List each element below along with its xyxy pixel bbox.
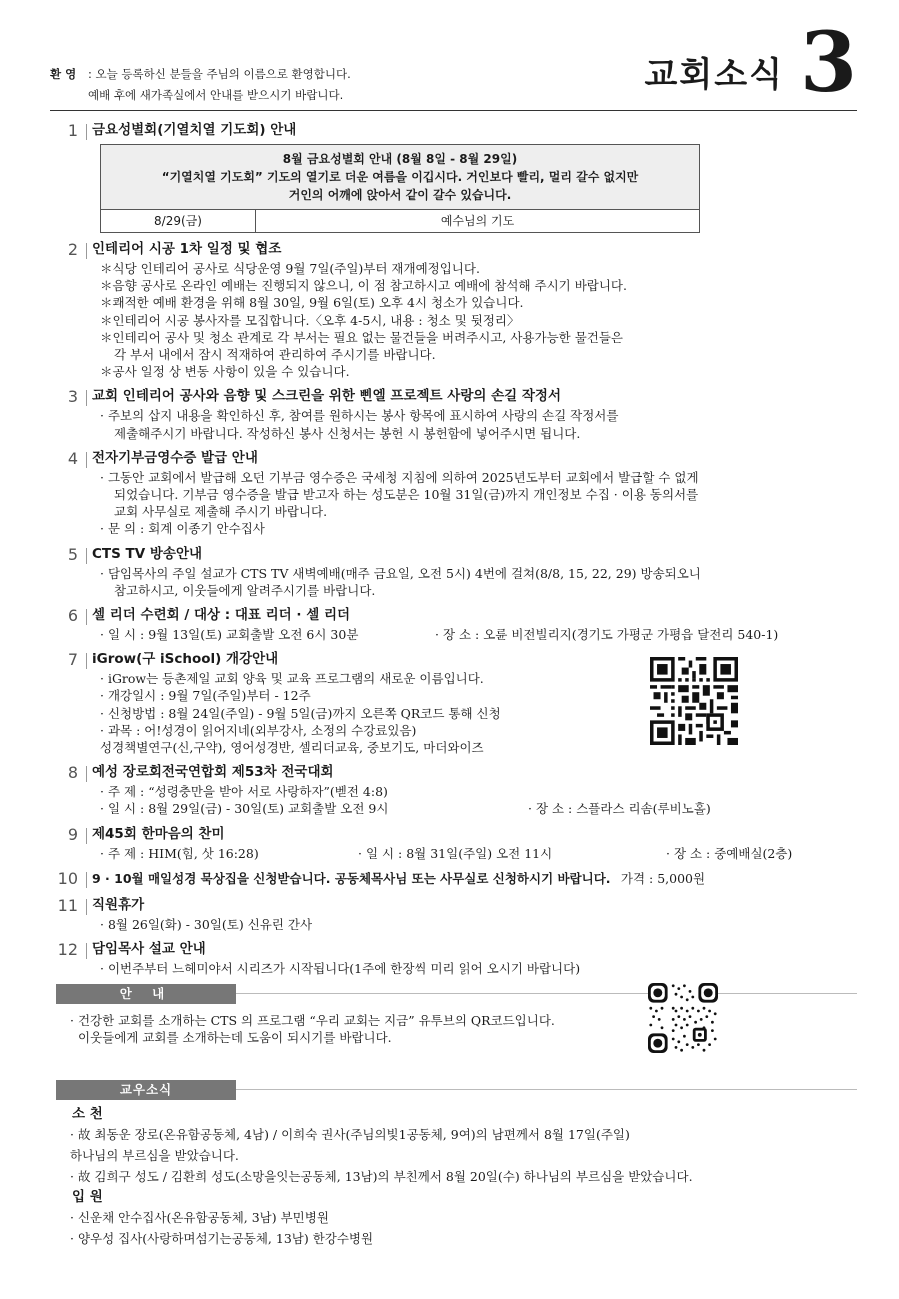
item-number: 10 bbox=[50, 869, 78, 888]
qr-code-icon bbox=[648, 983, 718, 1053]
item-theme: · 주 제 : HIM(힘, 삿 16:28) bbox=[100, 845, 259, 861]
members-news-section bbox=[50, 1079, 857, 1249]
item-line: ＊음향 공사로 온라인 예배는 진행되지 않으니, 이 점 참고하시고 예배에 참석해 주시기 바랍니다. bbox=[100, 278, 627, 294]
welcome-message bbox=[50, 64, 351, 106]
item-line: · 이번주부터 느헤미야서 시리즈가 시작됩니다(1주에 한장씩 미리 읽어 오시기 바랍니다) bbox=[100, 961, 581, 977]
item-line: 제출해주시기 바랍니다. 작성하신 봉사 신청서는 봉헌 시 봉헌함에 넣어주시면 됩니다. bbox=[114, 425, 581, 441]
news-item-2 bbox=[50, 239, 857, 380]
item-heading: iGrow(구 iSchool) 개강안내 bbox=[92, 651, 279, 668]
item-line: 각 부서 내에서 잠시 적재하여 관리하여 주시기를 바랍니다. bbox=[114, 347, 436, 363]
item-line: · 8월 26일(화) - 30일(토) 신유린 간사 bbox=[100, 916, 313, 932]
table-topic-cell: 예수님의 기도 bbox=[440, 214, 515, 228]
item-number: 9 bbox=[50, 825, 78, 844]
item-number: 5 bbox=[50, 545, 78, 564]
qr-code-icon bbox=[650, 657, 738, 745]
item-number: 1 bbox=[50, 121, 78, 140]
item-line: 교회 사무실로 제출해 주시기 바랍니다. bbox=[114, 504, 328, 520]
item-heading: 예성 장로회전국연합회 제53차 전국대회 bbox=[92, 764, 334, 781]
hospital-line: · 신운채 안수집사(온유함공동체, 3남) 부민병원 bbox=[70, 1210, 329, 1226]
item-heading: 제45회 한마음의 찬미 bbox=[92, 825, 225, 842]
news-item-3 bbox=[50, 386, 857, 441]
item-line: · 담임목사의 주일 설교가 CTS TV 새벽예배(매주 금요일, 오전 5시) 4번에 걸쳐(8/8, 15, 22, 29) 방송되오니 bbox=[100, 565, 701, 581]
item-line: · 그동안 교회에서 발급해 오던 기부금 영수증은 국세청 지침에 의하여 2025년도부터 교회에서 발급할 수 없게 bbox=[100, 469, 699, 485]
prayer-meeting-table bbox=[100, 144, 700, 233]
item-place: · 장 소 : 스플라스 리솜(루비노홀) bbox=[528, 801, 711, 817]
item-number: 8 bbox=[50, 763, 78, 782]
funeral-line: · 故 최동운 장로(온유함공동체, 4남) / 이희숙 권사(주님의빛1공동체, 9여)의 남편께서 8월 17일(주일) bbox=[70, 1127, 630, 1143]
hospital-subheading: 입 원 bbox=[72, 1189, 103, 1206]
igrow-qr-code[interactable] bbox=[650, 657, 738, 745]
members-news-label: 교우소식 bbox=[56, 1080, 236, 1100]
item-number: 2 bbox=[50, 240, 78, 259]
funeral-line: · 故 김희구 성도 / 김환희 성도(소망을잇는공동체, 13남)의 부친께서 8월 20일(수) 하나님의 부르심을 받았습니다. bbox=[70, 1169, 693, 1185]
news-item-5 bbox=[50, 544, 857, 599]
page-number: 3 bbox=[799, 15, 857, 111]
item-line: · 과목 : 어!성경이 읽어지네(외부강사, 소정의 수강료있음) bbox=[100, 722, 417, 738]
item-heading: 셀 리더 수련회 / 대상 : 대표 리더 · 셀 리더 bbox=[92, 607, 351, 624]
item-date: · 일 시 : 9월 13일(토) 교회출발 오전 6시 30분 bbox=[100, 627, 359, 643]
item-line: · 주 제 : “성령충만을 받아 서로 사랑하자”(벧전 4:8) bbox=[100, 784, 388, 800]
item-number: 12 bbox=[50, 940, 78, 959]
news-item-1 bbox=[50, 120, 857, 233]
header-divider bbox=[50, 110, 857, 111]
item-line: · 주보의 삽지 내용을 확인하신 후, 참여를 원하시는 봉사 항목에 표시하여 사랑의 손길 작정서를 bbox=[100, 408, 619, 424]
item-line: · iGrow는 등촌제일 교회 양육 및 교육 프로그램의 새로운 이름입니다. bbox=[100, 671, 484, 687]
table-date-cell: 8/29(금) bbox=[101, 210, 256, 233]
item-line: 참고하시고, 이웃들에게 알려주시기를 바랍니다. bbox=[114, 582, 376, 598]
notice-divider bbox=[236, 993, 857, 994]
item-place: · 장 소 : 중예배실(2층) bbox=[666, 845, 793, 861]
item-number: 11 bbox=[50, 896, 78, 915]
notice-section bbox=[50, 983, 857, 1069]
notice-line: 이웃들에게 교회를 소개하는데 도움이 되시기를 바랍니다. bbox=[78, 1030, 392, 1046]
page-title-box bbox=[644, 15, 857, 111]
welcome-text-1: : 오늘 등록하신 분들을 주님의 이름으로 환영합니다. bbox=[88, 67, 351, 81]
members-news-divider bbox=[236, 1089, 857, 1090]
item-line: ＊식당 인테리어 공사로 식당운영 9월 7일(주일)부터 재개예정입니다. bbox=[100, 261, 480, 276]
item-line: · 문 의 : 회계 이종기 안수집사 bbox=[100, 521, 265, 537]
news-item-9 bbox=[50, 824, 857, 862]
news-item-6 bbox=[50, 605, 857, 643]
welcome-key: 환 영 bbox=[50, 67, 77, 81]
item-heading: 담임목사 설교 안내 bbox=[92, 941, 206, 958]
funeral-line: 하나님의 부르심을 받았습니다. bbox=[70, 1148, 239, 1164]
item-number: 4 bbox=[50, 449, 78, 468]
item-line: ＊인테리어 공사 및 청소 관계로 각 부서는 필요 없는 물건들을 버려주시고, 사용가능한 물건들은 bbox=[100, 329, 624, 345]
notice-label: 안 내 bbox=[56, 984, 236, 1004]
news-list bbox=[50, 120, 857, 1249]
item-heading: CTS TV 방송안내 bbox=[92, 545, 203, 562]
item-heading: 9 · 10월 매일성경 묵상집을 신청받습니다. 공동체목사님 또는 사무실로 신청하시기 바랍니다. bbox=[92, 870, 611, 886]
page-title: 교회소식 bbox=[644, 55, 784, 95]
news-item-10 bbox=[50, 868, 857, 889]
news-item-4 bbox=[50, 448, 857, 538]
item-number: 3 bbox=[50, 387, 78, 406]
item-line: 되었습니다. 기부금 영수증을 발급 받고자 하는 성도분은 10월 31일(금)까지 개인정보 수집 · 이용 동의서를 bbox=[114, 487, 699, 503]
item-line: ＊쾌적한 예배 환경을 위해 8월 30일, 9월 6일(토) 오후 4시 청소가 있습니다. bbox=[100, 295, 524, 311]
news-item-8 bbox=[50, 762, 857, 817]
news-item-11 bbox=[50, 895, 857, 933]
item-place: · 장 소 : 오륜 비전빌리지(경기도 가평군 가평읍 달전리 540-1) bbox=[435, 627, 779, 643]
news-item-7 bbox=[50, 649, 857, 756]
cts-youtube-qr-code[interactable] bbox=[648, 983, 718, 1053]
item-heading: 직원휴가 bbox=[92, 896, 145, 913]
item-heading: 교회 인테리어 공사와 음향 및 스크린을 위한 삔엘 프로젝트 사랑의 손길 작정서 bbox=[92, 388, 562, 405]
notice-line: · 건강한 교회를 소개하는 CTS 의 프로그램 “우리 교회는 지금” 유투브의 QR코드입니다. bbox=[70, 1013, 555, 1029]
welcome-text-2: 예배 후에 새가족실에서 안내를 받으시기 바랍니다. bbox=[88, 88, 344, 102]
item-price: 가격 : 5,000원 bbox=[620, 870, 706, 886]
item-heading: 금요성별회(기열치열 기도회) 안내 bbox=[92, 122, 297, 138]
item-line: ＊공사 일정 상 변동 사항이 있을 수 있습니다. bbox=[100, 364, 350, 380]
item-number: 7 bbox=[50, 650, 78, 669]
item-line: · 개강일시 : 9월 7일(주일)부터 - 12주 bbox=[100, 688, 311, 704]
item-line: 성경책별연구(신,구약), 영어성경반, 셀리더교육, 중보기도, 마더와이즈 bbox=[100, 740, 484, 756]
item-date: · 일 시 : 8월 31일(주일) 오전 11시 bbox=[358, 845, 553, 861]
funeral-subheading: 소 천 bbox=[72, 1106, 103, 1123]
item-heading: 인테리어 시공 1차 일정 및 협조 bbox=[92, 241, 282, 257]
hospital-line: · 양우성 집사(사랑하며섬기는공동체, 13남) 한강수병원 bbox=[70, 1231, 374, 1247]
table-header: 8월 금요성별회 안내 (8월 8일 - 8월 29일) “기열치열 기도회” 기도의 열기로 더운 여름을 이깁시다. 거인보다 빨리, 멀리 갈수 없지만 거인의 어깨에 앉아서 같이 갈수 있습니다. bbox=[101, 145, 700, 210]
item-number: 6 bbox=[50, 606, 78, 625]
item-heading: 전자기부금영수증 발급 안내 bbox=[92, 449, 258, 466]
news-item-12 bbox=[50, 939, 857, 977]
item-line: ＊인테리어 시공 봉사자를 모집합니다.〈오후 4-5시, 내용 : 청소 및 뒷정리〉 bbox=[100, 312, 520, 328]
item-line: · 신청방법 : 8월 24일(주일) - 9월 5일(금)까지 오른쪽 QR코드 통해 신청 bbox=[100, 705, 501, 721]
page-header bbox=[0, 0, 899, 118]
item-date: · 일 시 : 8월 29일(금) - 30일(토) 교회출발 오전 9시 bbox=[100, 801, 389, 817]
